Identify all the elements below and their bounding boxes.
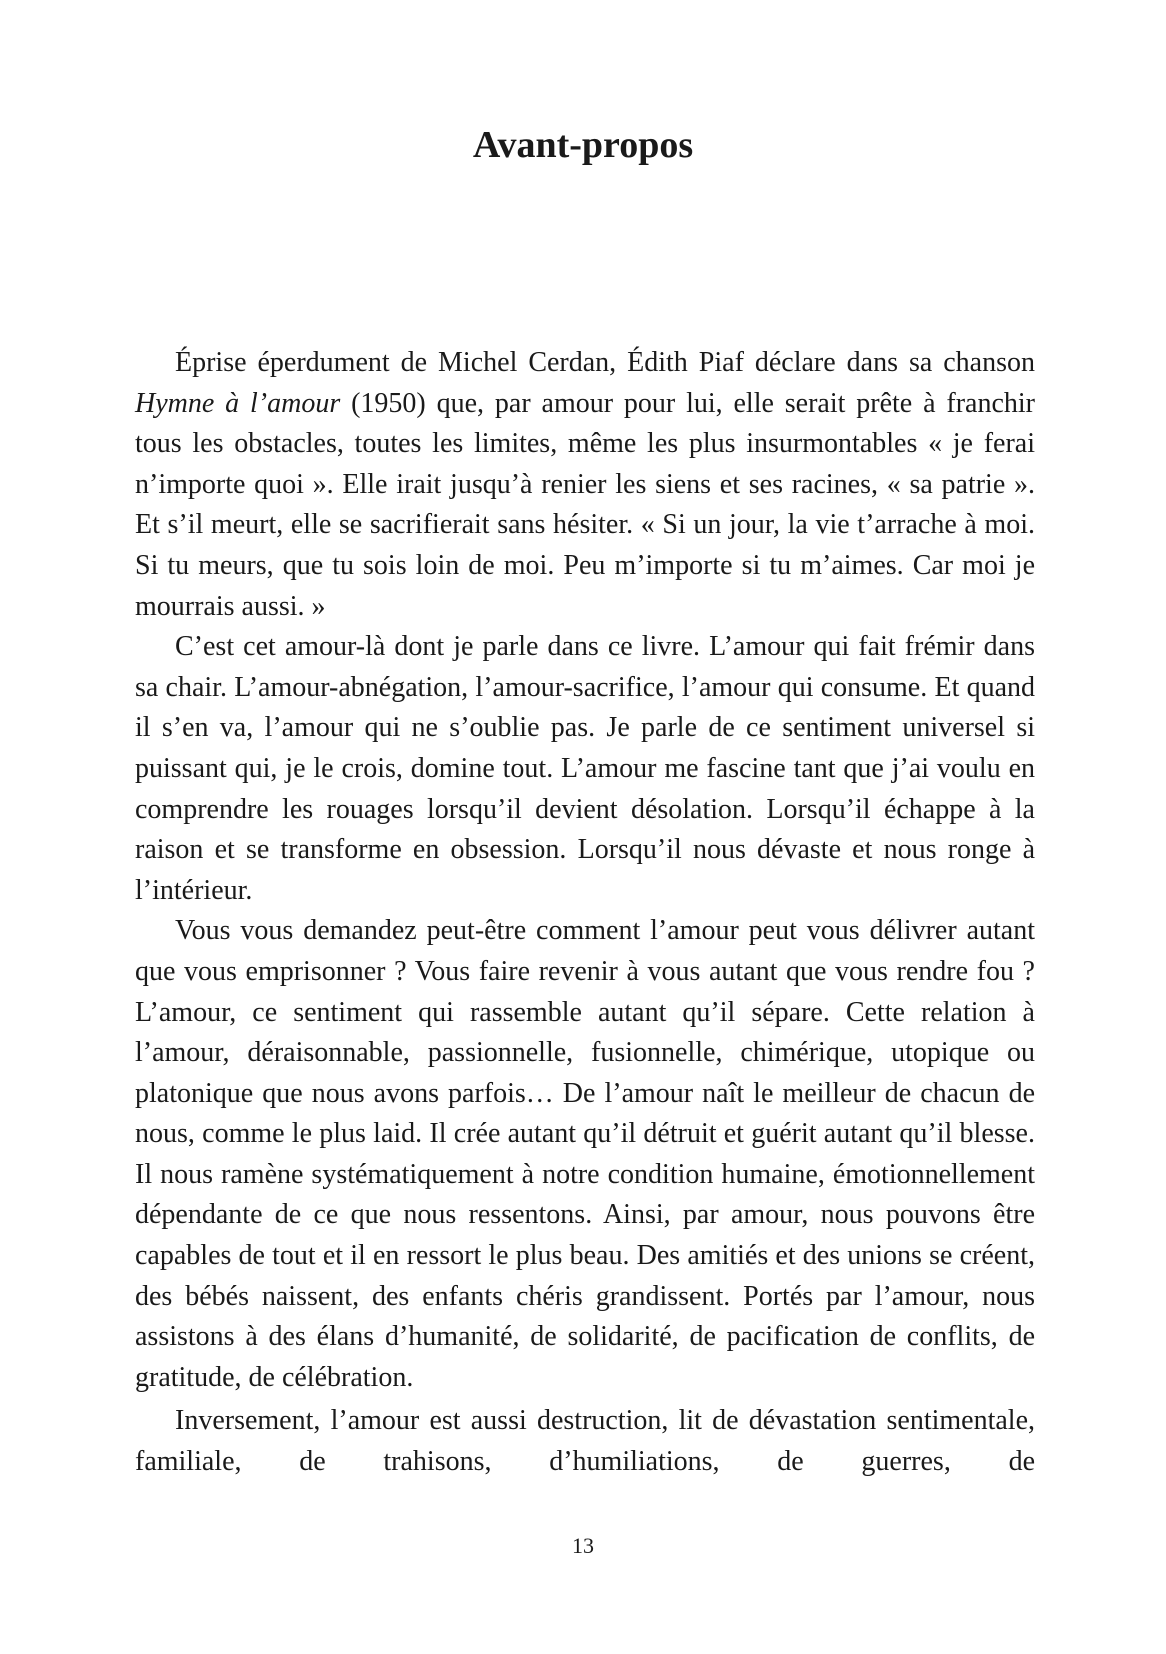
page-number: 13 <box>572 1533 594 1558</box>
page-title: Avant-propos <box>472 124 694 166</box>
paragraph-1-text-start: Éprise éperdument de Michel Cerdan, Édith Piaf déclare dans sa chanson <box>175 347 1035 378</box>
body-text <box>135 343 1035 1483</box>
paragraph-2: C’est cet amour-là dont je parle dans ce livre. L’amour qui fait frémir dans sa chair. L’amour-abnégation, l’amour-sacrifice, l’amour qui consume. Et quand il s’en va, l’amour qui ne s’oublie pas. Je parle de ce sentiment universel si puissant qui, je le crois, domine tout. L’amour me fascine tant que j’ai voulu en comprendre les rouages lorsqu’il devient désolation. Lorsqu’il échappe à la raison et se transforme en obsession. Lorsqu’il nous dévaste et nous ronge à l’intérieur. <box>135 631 1035 906</box>
paragraph-3: Vous vous demandez peut-être comment l’amour peut vous délivrer autant que vous emprisonner ? Vous faire revenir à vous autant que vous rendre fou ? L’amour, ce sentiment qui rassemble autant qu’il sépare. Cette relation à l’amour, déraisonnable, passionnelle, fusionnelle, chimérique, utopique ou platonique que nous avons parfois… De l’amour naît le meilleur de chacun de nous, comme le plus laid. Il crée autant qu’il détruit et guérit autant qu’il blesse. Il nous ramène systématiquement à notre condition humaine, émotionnellement dépendante de ce que nous ressentons. Ainsi, par amour, nous pouvons être capables de tout et il en ressort le plus beau. Des amitiés et des unions se créent, des bébés naissent, des enfants chéris grandissent. Portés par l’amour, nous assistons à des élans d’humanité, de solidarité, de pacification de conflits, de gratitude, de célébration. <box>135 915 1035 1393</box>
song-title: Hymne à l’amour <box>135 387 341 419</box>
paragraph-1 <box>135 343 1035 627</box>
paragraph-1-text-end: (1950) que, par amour pour lui, elle serait prête à franchir tous les obstacles, toutes les limites, même les plus insurmontables « je ferai n’importe quoi ». Elle irait jusqu’à renier les siens et ses racines, « sa patrie ». Et s’il meurt, elle se sacrifierait sans hésiter. « Si un jour, la vie t’arrache à moi. Si tu meurs, que tu sois loin de moi. Peu m’importe si tu m’aimes. Car moi je mourrais aussi. » <box>135 387 1035 622</box>
paragraph-4: Inversement, l’amour est aussi destruction, lit de dévastation sentimentale, familiale, de trahisons, d’humiliations, de guerres, de <box>135 1405 1035 1478</box>
